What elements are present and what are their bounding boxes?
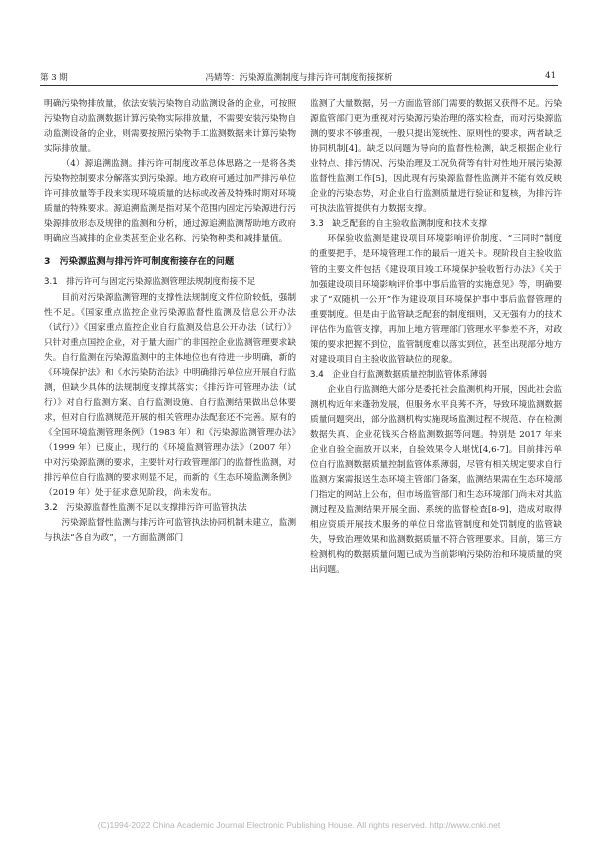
paragraph-data-quality: 企业自行监测绝大部分是委托社会监测机构开展，因此社会监测机构近年来蓬勃发展，但服务水平良莠不齐，导致环境监测数据质量问题突出，部分监测机构实施现场监测过程不规范、存在检测数据失真、企业花钱买合格监测数据等问题。特别是 2017 年来企业自验全面放开以来，自验效果令人堪忧[4,6-7]。目前排污单位自行监测数据质量控制监管体系薄弱，尽管有相关规定要求自行监测方案需报送生态环境主管部门备案，监测结果需在生态环境部门指定的网站上公布，但市场监管部门和生态环境部门尚未对其监测过程及监测结果开展全面、系统的监督检查[8-9]，造成对取得相应资质开展技术服务的单位日常监管制度和处罚制度的监管缺失，导致治理效果和监测数据质量不符合管理要求。目前，第三方检测机构的数据质量问题已成为当前影响污染防治和环境质量的突出问题。	[310, 384, 562, 576]
running-title: 冯婧等：污染源监测制度与排污许可制度衔接探析	[205, 73, 393, 83]
left-column	[44, 97, 296, 546]
paragraph-source-tracing: （4）源追溯监测。排污许可制度改革总体思路之一是将各类污染物控制要求分解落实到污染源。地方政府可通过加严排污单位许可排放量等手段来实现环境质量的达标或改善及特殊时期对环境质量的特殊要求。源追溯监测是指对某个范围内固定污染源进行污染源排放形态及规律的监测和分析，通过源追溯监测帮助地方政府明确应当减排的企业类甚至企业名称、污染物种类和减排量值。	[44, 159, 296, 245]
section-3-2-heading: 3.2 污染源监督性监测不足以支撑排污许可监管执法	[44, 503, 247, 514]
section-3-heading: 3 污染源监测与排污许可制度衔接存在的问题	[44, 256, 235, 268]
paragraph-acceptance-monitoring: 环保验收监测是建设项目环境影响评价制度、“三同时”制度的重要把手，是环境管理工作的最后一道关卡。现阶段自主验收监管的主要文件包括《建设项目竣工环境保护验收暂行办法》《关于加强建设项目环境影响评价事中事后监管的实施意见》等，明确要求了“双随机一公开”作为建设项目环境保护事中事后监督管理的重要制度。但是由于监管缺乏配套的制度细则，又无强有力的技术评估作为监管支撑，再加上地方管理部门管理水平参差不齐，对政策的要求把握不到位，监管制度难以落实到位，甚至出现部分地方对建设项目自主验收监管缺位的现象。	[310, 234, 562, 365]
section-3-4-heading: 3.4 企业自行监测数据质量控制监管体系薄弱	[310, 369, 487, 380]
paragraph-supervisory-monitoring: 污染源监督性监测与排污许可监管执法协同机制未建立，监测与执法“各自为政”，一方面监测部门	[44, 518, 296, 544]
section-3-1-heading: 3.1 排污许可与固定污染源监测管理法规制度衔接不足	[44, 277, 256, 288]
paragraph-regulations: 目前对污染源监测管理的支撑性法规制度文件位阶较低，强制性不足。《国家重点监控企业污染源监督性监测及信息公开办法（试行）》《国家重点监控企业自行监测及信息公开办法（试行）》只针对重点国控企业，对于量大面广的非国控企业监测管理要求缺失。自行监测在污染源监测中的主体地位也有待进一步明确，新的《环境保护法》和《水污染防治法》中明确排污单位应开展自行监测，但缺少具体的法规制度支撑其落实；《排污许可管理办法（试行）》对自行监测方案、自行监测设施、自行监测结果做出总体要求，但对自行监测规范开展的相关管理办法配套还不完善。原有的《全国环境监测管理条例》（1983 年）和《污染源监测管理办法》（1999 年）已废止，现行的《环境监测管理办法》（2007 年）中对污染源监测的要求，主要针对行政管理部门的监督性监测，对排污单位自行监测的要求则显不足，而新的《生态环境监测条例》（2019 年）处于征求意见阶段，尚未发布。	[44, 292, 296, 499]
right-column	[310, 97, 562, 579]
paragraph-monitoring-data: 监测了大量数据，另一方面监管部门需要的数据又获得不足。污染源监管部门更为重视对污染源污染治理的落实检查，而对污染源监测的要求不够重视，一般只提出笼统性、原则性的要求，两者缺乏协同机制[4]。缺乏以问题为导向的监督性检测，缺乏根据企业行业特点、排污情况、污染治理及工况负荷等有针对性地开展污染源监督性监测工作[5]，因此现有污染源监督性监测并不能有效反映企业的污染态势，对企业自行监测质量进行验证和复核，为排污许可执法监管提供有力数据支撑。	[310, 99, 562, 215]
issue-number: 第 3 期	[40, 73, 68, 83]
page-number: 41	[545, 71, 556, 81]
header-rule	[40, 85, 558, 86]
paragraph-emission-calc: 明确污染物排放量，依法安装污染物自动监测设备的企业，可按照污染物自动监测数据计算污染物实际排放量，不需要安装污染物自动监测设备的企业，则需要按照污染物手工监测数据来计算污染物实际排放量。	[44, 99, 296, 155]
section-3-3-heading: 3.3 缺乏配套的自主验收监测制度和技术支撑	[310, 219, 487, 230]
copyright-footer: (C)1994-2022 China Academic Journal Electronic Publishing House. All rights reserved. http://www.cnki.net	[97, 820, 501, 830]
